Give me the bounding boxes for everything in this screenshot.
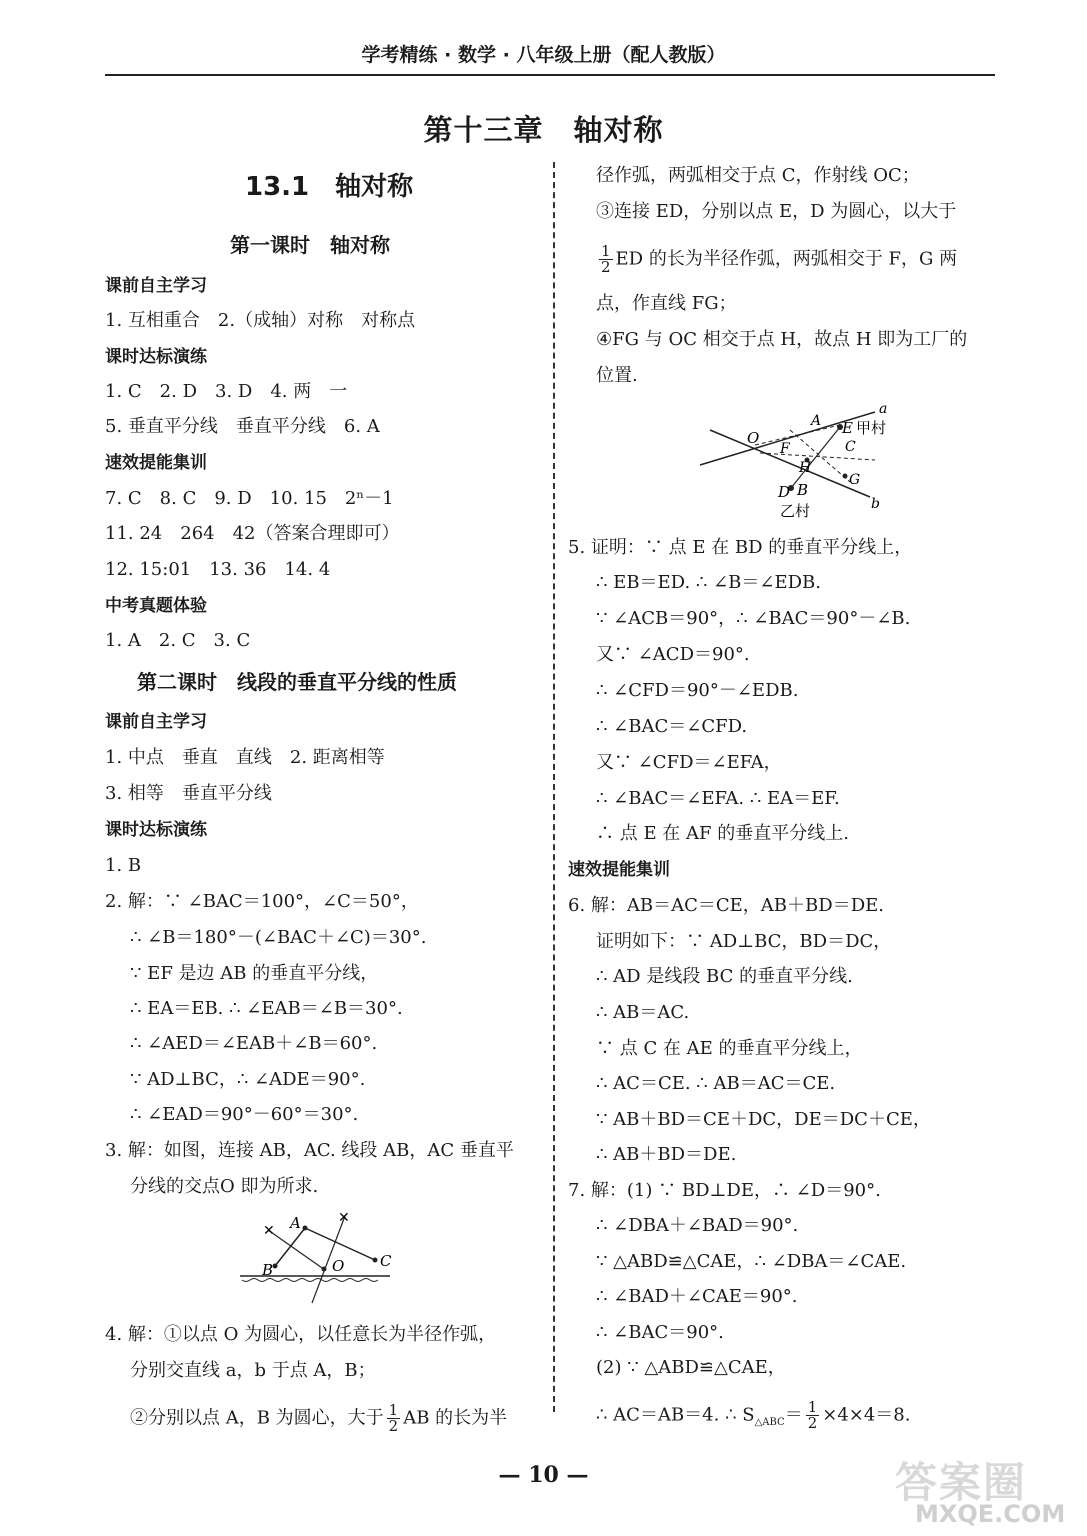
answer-line: ∴ AC＝CE. ∴ AB＝AC＝CE. [596, 1073, 836, 1094]
answer-line: (2) ∵ △ABD≌△CAE， [596, 1357, 786, 1378]
svg-text:✕: ✕ [263, 1223, 275, 1239]
figure-perpendicular-bisectors [240, 1208, 410, 1308]
answer-line: ②分别以点 A，B 为圆心，大于 $\frac{1}{2}$ AB 的长为半 [130, 1401, 508, 1435]
label-exam: 中考真题体验 [105, 596, 207, 616]
answer-line: ∴ ∠BAD＋∠CAE＝90°. [596, 1286, 798, 1307]
fraction: $\frac{1}{2}$ [601, 242, 611, 276]
answer-line: 1. 互相重合 2.（成轴）对称 对称点 [105, 310, 416, 331]
answer-line: ∵ △ABD≌△CAE，∴ ∠DBA＝∠CAE. [596, 1251, 907, 1272]
answer-line: 1. B [105, 855, 142, 876]
fraction: $\frac{1}{2}$ [807, 1398, 818, 1432]
answer-line: ∴ AB＝AC. [596, 1002, 690, 1023]
answer-line: ∵ EF 是边 AB 的垂直平分线， [130, 963, 379, 984]
label-G: G [849, 472, 861, 488]
answer-line: ∴ AC＝AB＝4. ∴ $S_{\triangle ABC}=$ $\frac{1}{2}$ ×4×4＝8. [596, 1398, 911, 1432]
watermark-url: MXQE.COM [915, 1500, 1066, 1528]
answer-line: 4. 解：①以点 O 为圆心，以任意长为半径作弧， [105, 1324, 497, 1345]
label-A: A [290, 1214, 301, 1232]
label-pre-study: 课前自主学习 [105, 712, 207, 732]
answer-line: 位置. [596, 365, 638, 386]
answer-line: 3. 解：如图，连接 AB，AC. 线段 AB，AC 垂直平 [105, 1140, 514, 1161]
answer-line: ∴ ∠BAC＝90°. [596, 1322, 724, 1343]
page-number: — 10 — [498, 1462, 589, 1488]
answer-line: 分别交直线 a，b 于点 A，B； [130, 1360, 376, 1381]
label-B: B [262, 1261, 274, 1279]
answer-line: 5. 证明：∵ 点 E 在 BD 的垂直平分线上， [568, 537, 913, 558]
answer-line: ∵ AD⊥BC，∴ ∠ADE＝90°. [130, 1069, 366, 1090]
chapter-title: 第十三章 轴对称 [423, 113, 664, 147]
label-village-jia: 甲村 [856, 419, 887, 437]
answer-line: ∴ 点 E 在 AF 的垂直平分线上. [596, 823, 849, 844]
answer-line: ∴ EB＝ED. ∴ ∠B＝∠EDB. [596, 572, 821, 593]
label-village-yi: 乙村 [780, 502, 811, 520]
label-O: O [332, 1257, 345, 1275]
column-divider [553, 162, 555, 1412]
answer-line: ∵ 点 C 在 AE 的垂直平分线上， [596, 1038, 863, 1059]
lesson-2-title: 第二课时 线段的垂直平分线的性质 [137, 670, 457, 694]
answer-line: ∴ AD 是线段 BC 的垂直平分线. [596, 966, 853, 987]
answer-line: 1. C 2. D 3. D 4. 两 一 [105, 381, 348, 402]
answer-line: ∴ ∠EAD＝90°－60°＝30°. [130, 1104, 359, 1125]
header-rule [105, 74, 995, 76]
label-b: b [871, 496, 880, 512]
label-drill: 课时达标演练 [105, 820, 207, 840]
answer-line: 点，作直线 FG； [596, 293, 737, 314]
answer-line: ∴ ∠BAC＝∠EFA. ∴ EA＝EF. [596, 788, 840, 809]
answer-line: ∵ ∠ACB＝90°，∴ ∠BAC＝90°－∠B. [596, 608, 911, 629]
label-B: B [797, 481, 809, 499]
answer-line: 7. 解：(1) ∵ BD⊥DE，∴ ∠D＝90°. [568, 1180, 881, 1201]
label-drill: 课时达标演练 [105, 347, 207, 367]
answer-line: 又∵ ∠ACD＝90°. [596, 644, 750, 665]
running-header: 学考精练 · 数学 · 八年级上册（配人教版） [361, 44, 726, 66]
answer-line: 11. 24 264 42（答案合理即可） [105, 523, 400, 544]
label-skill: 速效提能集训 [568, 860, 670, 880]
answer-line: ∴ ∠B＝180°－(∠BAC＋∠C)＝30°. [130, 927, 427, 948]
label-A: A [811, 413, 822, 429]
answer-line: 分线的交点O 即为所求. [130, 1176, 319, 1197]
svg-text:✕: ✕ [338, 1210, 350, 1226]
label-F: F [780, 441, 790, 457]
answer-line: 1. 中点 垂直 直线 2. 距离相等 [105, 747, 385, 768]
answer-line: 1. A 2. C 3. C [105, 630, 251, 651]
answer-line: ∴ ∠AED＝∠EAB＋∠B＝60°. [130, 1033, 378, 1054]
lesson-1-title: 第一课时 轴对称 [230, 233, 390, 257]
answer-line: ∵ AB＋BD＝CE＋DC，DE＝DC＋CE， [596, 1109, 931, 1130]
label-E: E [842, 419, 853, 437]
answer-line: ∴ ∠BAC＝∠CFD. [596, 716, 748, 737]
figure-factory-location [695, 400, 905, 525]
answer-line: ∴ ∠DBA＋∠BAD＝90°. [596, 1215, 799, 1236]
label-C: C [845, 439, 856, 455]
label-pre-study: 课前自主学习 [105, 276, 207, 296]
label-H: H [799, 460, 812, 476]
answer-line: 3. 相等 垂直平分线 [105, 783, 272, 804]
answer-line: 12. 15:01 13. 36 14. 4 [105, 559, 331, 580]
answer-line: 径作弧，两弧相交于点 C，作射线 OC； [596, 165, 920, 186]
fraction: $\frac{1}{2}$ [388, 1401, 399, 1435]
answer-line: 证明如下：∵ AD⊥BC，BD＝DC， [596, 931, 892, 952]
answer-line: 又∵ ∠CFD＝∠EFA， [596, 752, 782, 773]
label-a: a [879, 401, 888, 417]
answer-line: ④FG 与 OC 相交于点 H，故点 H 即为工厂的 [596, 329, 968, 350]
answer-line: $\frac{1}{2}$ ED 的长为半径作弧，两弧相交于 F，G 两 [601, 242, 958, 276]
answer-line: 7. C 8. C 9. D 10. 15 2ⁿ－1 [105, 488, 394, 509]
label-D: D [778, 483, 791, 501]
label-C: C [380, 1252, 392, 1270]
label-O: O [747, 429, 760, 447]
watermark-logo: 答案圈 [895, 1458, 1028, 1507]
label-skill: 速效提能集训 [105, 453, 207, 473]
answer-line: ③连接 ED，分别以点 E，D 为圆心，以大于 [596, 201, 957, 222]
answer-line: ∴ EA＝EB. ∴ ∠EAB＝∠B＝30°. [130, 998, 403, 1019]
answer-line: 5. 垂直平分线 垂直平分线 6. A [105, 416, 380, 437]
answer-line: ∴ ∠CFD＝90°－∠EDB. [596, 680, 799, 701]
answer-line: 6. 解：AB＝AC＝CE，AB＋BD＝DE. [568, 895, 884, 916]
answer-line: 2. 解：∵ ∠BAC＝100°，∠C＝50°， [105, 891, 419, 912]
answer-line: ∴ AB＋BD＝DE. [596, 1144, 737, 1165]
section-title: 13.1 轴对称 [245, 172, 414, 202]
